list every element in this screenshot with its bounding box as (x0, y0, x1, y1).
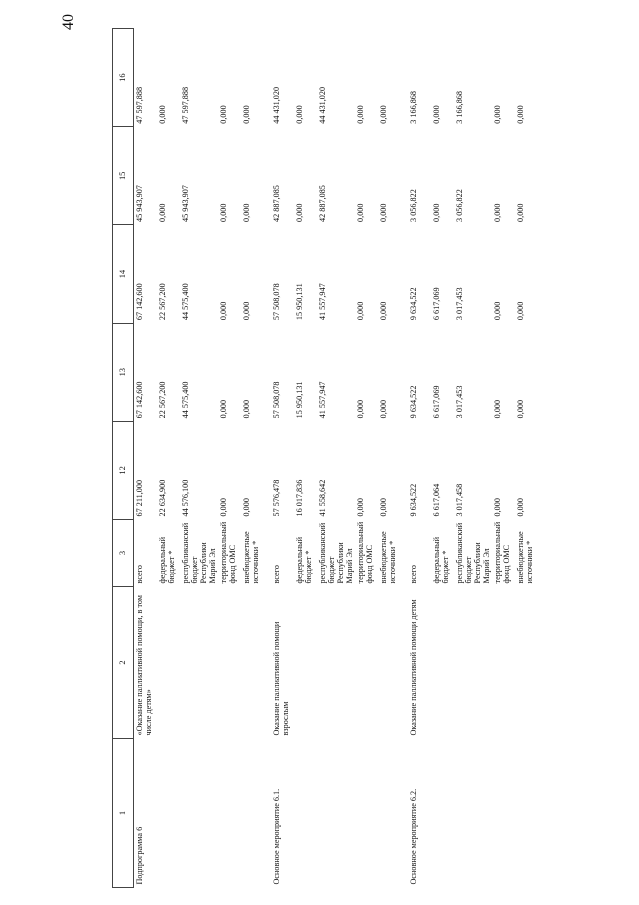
value-cell: 0,000 (379, 301, 389, 321)
value-cell: 41 557,947 (318, 283, 328, 321)
value-cell: 16 017,836 (295, 479, 305, 517)
value-cell: 0,000 (493, 498, 503, 517)
value-cell: 44 576,100 (181, 479, 190, 517)
value-cell: 0,000 (295, 105, 305, 124)
empty-cell (378, 587, 401, 739)
funding-source-cell: федеральный бюджет * (295, 536, 314, 584)
value-cell: 0,000 (158, 105, 167, 124)
value-cell: 57 576,478 (272, 479, 282, 517)
value-cell: 6 617,069 (432, 287, 442, 321)
empty-cell (431, 587, 454, 739)
table-row (241, 29, 264, 888)
value-cell: 0,000 (356, 301, 366, 321)
program-title-cell: «Оказание паллиативной помощи, в том числе детям» (135, 595, 154, 736)
value-cell: 9 634,522 (409, 385, 419, 419)
budget-table (112, 28, 538, 888)
funding-source-cell: республиканский бюджет Республики Марий Эл (318, 522, 355, 584)
header-row (113, 29, 134, 888)
table-row (431, 29, 454, 888)
table-row (454, 29, 492, 888)
value-cell: 3 017,458 (455, 483, 465, 517)
value-cell: 22 634,900 (158, 479, 167, 517)
funding-source-cell: территориальный фонд ОМС (219, 521, 238, 584)
funding-source-cell: всего (272, 565, 282, 584)
value-cell: 22 567,200 (158, 283, 167, 321)
funding-source-cell: территориальный фонд ОМС (356, 521, 375, 584)
program-name-cell: Основное мероприятие 6.1. (272, 788, 282, 885)
value-cell: 45 943,907 (135, 185, 144, 222)
value-cell: 57 508,078 (272, 381, 282, 419)
value-cell: 0,000 (516, 105, 526, 124)
value-cell: 0,000 (493, 399, 503, 419)
value-cell: 0,000 (219, 301, 229, 321)
empty-cell (180, 587, 218, 739)
empty-cell (241, 739, 264, 888)
table-row (317, 29, 355, 888)
value-cell: 0,000 (295, 203, 305, 222)
value-cell: 3 166,868 (409, 91, 419, 124)
value-cell: 22 567,200 (158, 381, 167, 419)
funding-source-cell: внебюджетные источники * (516, 531, 535, 584)
empty-cell (157, 739, 180, 888)
empty-cell (492, 739, 515, 888)
value-cell: 3 017,453 (455, 287, 465, 321)
value-cell: 0,000 (379, 399, 389, 419)
value-cell: 6 617,064 (432, 483, 442, 517)
empty-cell (515, 739, 538, 888)
funding-source-cell: всего (409, 565, 419, 584)
value-cell: 67 142,600 (135, 283, 144, 321)
value-cell: 0,000 (242, 498, 252, 517)
table-row (134, 29, 158, 888)
value-cell: 42 887,085 (318, 185, 328, 222)
header-col-13: 13 (113, 323, 134, 421)
value-cell: 3 017,453 (455, 385, 465, 419)
value-cell: 6 617,069 (432, 385, 442, 419)
rotated-table-wrapper (112, 28, 535, 888)
value-cell: 0,000 (356, 399, 366, 419)
empty-cell (294, 739, 317, 888)
value-cell: 0,000 (516, 498, 526, 517)
value-cell: 0,000 (242, 105, 252, 124)
value-cell: 0,000 (432, 105, 442, 124)
value-cell: 41 558,642 (318, 479, 328, 517)
value-cell: 0,000 (356, 498, 366, 517)
program-name-cell: Подпрограмма 6 (135, 826, 144, 885)
program-name-cell: Основное мероприятие 6.2. (409, 788, 419, 885)
value-cell: 0,000 (219, 105, 229, 124)
value-cell: 44 575,400 (181, 283, 190, 321)
value-cell: 0,000 (219, 498, 229, 517)
empty-cell (317, 587, 355, 739)
header-col-2: 2 (113, 587, 134, 739)
value-cell: 0,000 (493, 301, 503, 321)
empty-cell (515, 587, 538, 739)
value-cell: 67 211,000 (135, 479, 144, 517)
empty-cell (454, 739, 492, 888)
empty-cell (294, 587, 317, 739)
table-row (264, 29, 294, 888)
empty-cell (317, 739, 355, 888)
table-row (355, 29, 378, 888)
value-cell: 67 142,600 (135, 381, 144, 419)
page-number: 40 (60, 14, 77, 30)
table-row (492, 29, 515, 888)
value-cell: 0,000 (493, 105, 503, 124)
empty-cell (431, 739, 454, 888)
value-cell: 57 508,078 (272, 283, 282, 321)
value-cell: 15 950,131 (295, 283, 305, 321)
empty-cell (241, 587, 264, 739)
table-body (134, 29, 539, 888)
value-cell: 45 943,907 (181, 185, 190, 222)
value-cell: 0,000 (379, 498, 389, 517)
value-cell: 0,000 (356, 203, 366, 222)
empty-cell (157, 587, 180, 739)
value-cell: 3 166,868 (455, 91, 465, 124)
empty-cell (378, 739, 401, 888)
funding-source-cell: территориальный фонд ОМС (493, 521, 512, 584)
value-cell: 3 056,822 (455, 189, 465, 222)
value-cell: 0,000 (242, 203, 252, 222)
funding-source-cell: внебюджетные источники * (242, 531, 261, 584)
value-cell: 15 950,131 (295, 381, 305, 419)
empty-cell (355, 739, 378, 888)
table-row (515, 29, 538, 888)
value-cell: 0,000 (242, 301, 252, 321)
value-cell: 0,000 (219, 203, 229, 222)
value-cell: 0,000 (242, 399, 252, 419)
value-cell: 41 557,947 (318, 381, 328, 419)
value-cell: 0,000 (493, 203, 503, 222)
value-cell: 0,000 (356, 105, 366, 124)
value-cell: 42 887,085 (272, 185, 282, 222)
value-cell: 0,000 (379, 203, 389, 222)
value-cell: 3 056,822 (409, 189, 419, 222)
header-col-16: 16 (113, 29, 134, 127)
program-title-cell: Оказание паллиативной помощи детям (409, 599, 419, 736)
empty-cell (218, 587, 241, 739)
value-cell: 0,000 (219, 399, 229, 419)
table-row (401, 29, 431, 888)
table-row (218, 29, 241, 888)
table-row (180, 29, 218, 888)
value-cell: 44 575,400 (181, 381, 190, 419)
funding-source-cell: всего (135, 565, 144, 584)
empty-cell (454, 587, 492, 739)
value-cell: 47 597,888 (135, 86, 144, 124)
header-col-15: 15 (113, 127, 134, 225)
empty-cell (492, 587, 515, 739)
header-col-3: 3 (113, 520, 134, 587)
program-title-cell: Оказание паллиативной помощи взрослым (272, 621, 291, 736)
value-cell: 0,000 (379, 105, 389, 124)
value-cell: 47 597,888 (181, 86, 190, 124)
empty-cell (355, 587, 378, 739)
header-col-14: 14 (113, 225, 134, 323)
table-row (294, 29, 317, 888)
value-cell: 0,000 (158, 203, 167, 222)
funding-source-cell: республиканский бюджет Республики Марий Эл (455, 522, 492, 584)
funding-source-cell: внебюджетные источники * (379, 531, 398, 584)
value-cell: 44 431,020 (272, 86, 282, 124)
value-cell: 9 634,522 (409, 287, 419, 321)
value-cell: 9 634,522 (409, 483, 419, 517)
value-cell: 44 431,020 (318, 86, 328, 124)
header-col-12: 12 (113, 421, 134, 519)
table-row (157, 29, 180, 888)
table-row (378, 29, 401, 888)
funding-source-cell: федеральный бюджет * (432, 536, 451, 584)
value-cell: 0,000 (516, 399, 526, 419)
value-cell: 0,000 (516, 301, 526, 321)
funding-source-cell: федеральный бюджет * (158, 536, 177, 584)
funding-source-cell: республиканский бюджет Республики Марий Эл (181, 522, 218, 584)
value-cell: 0,000 (516, 203, 526, 222)
value-cell: 0,000 (432, 203, 442, 222)
header-col-1: 1 (113, 739, 134, 888)
empty-cell (180, 739, 218, 888)
empty-cell (218, 739, 241, 888)
